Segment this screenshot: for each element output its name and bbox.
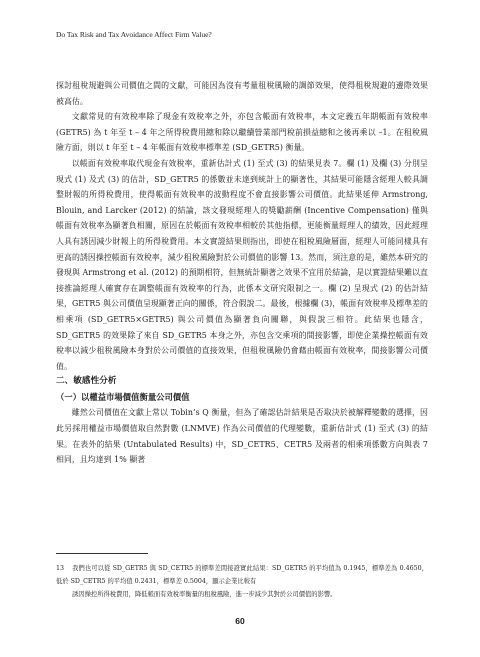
footnote-separator [56, 553, 148, 554]
subsection-heading: （一）以權益市場價值衡量公司價值 [56, 391, 190, 402]
paragraph-1: 探討租稅規避與公司價值之間的文獻，可能因為沒有考量租稅風險的調節效果，使得租稅規避的邊際效果被高估。 [56, 81, 428, 106]
footnote-text-continued: 誘因操控所得稅費用，降低帳面有效稅率衡量的租稅風險，進一步減少其對於公司價值的影響。 [72, 591, 337, 598]
paragraph-3: 以帳面有效稅率取代現金有效稅率，重新估計式 (1) 至式 (3) 的結果見表 7。欄 (1) 及欄 (3) 分別呈現式 (1) 及式 (3) 的估計，SD_GETR5 的係數並未達到統計上的顯著性，其結果可能隱含經理人較具調整財報的所得稅費用，使得帳面有效稅率的波動程度不會直接影響公司價值。此結果延伸 Armstrong, Blouin, and Larcker (2012) 的結論，該文發現經理人的獎勵薪酬 (Incentive Compensation) 僅與帳面有效稅率為顯著負相關，原因在於帳面有效稅率相較於其他指標，更能衡量經理人的績效，因此經理人具有誘因減少財報上的所得稅費用。本文實證結果則指出，即使在租稅風險層面，經理人可能同樣具有更高的誘因操控帳面有效稅率，減少租稅風險對於公司價值的影響 13。然而，須注意的是，雖然本研究的發現與 Armstrong et al. (2012) 的預期相符，但無統計顯著之效果不宜用於結論，是以實證結果難以直接推論經理人確實存在調整帳面有效稅率的行為，此係本文研究限制之一。欄 (2) 呈現式 (2) 的估計結果，GETR5 與公司價值呈現顯著正向的關係，符合假說二。最後，根據欄 (3)，帳面有效稅率及標準差的相乘項 (SD_GETR5×GETR5) 與公司價值為顯著負向關聯，與假說三相符。此結果也隱含，SD_GETR5 的效果除了來自 SD_GETR5 本身之外，亦包含交乘項的間接影響，即使企業操控帳面有效稅率以減少租稅風險本身對於公司價值的直接效果，但租稅風險仍會藉由帳面有效稅率，間接影響公司價值。 [56, 158, 428, 371]
footnote [56, 562, 428, 601]
footnote-line-1 [56, 562, 428, 588]
footnote-number: 13 [56, 565, 65, 572]
footnote-text: 我們也可以從 SD_GETR5 與 SD_CETR5 的標準差間接證實此結果：SD_GETR5 的平均值為 0.1945，標準差為 0.4650，低於 SD_CETR5 的平均值 0.2431，標準差 0.5004，顯示企業比較有 [56, 565, 428, 585]
running-header: Do Tax Risk and Tax Avoidance Affect Firm Value? [56, 30, 212, 39]
paragraph-4: 雖然公司價值在文獻上常以 Tobin’s Q 衡量，但為了確認估計結果是否取決於被解釋變數的選擇，因此另採用權益市場價值取自然對數 (LNMVE) 作為公司價值的代理變數，重新估計式 (1) 至式 (3) 的結果。在表外的結果 (Untabulated Results) 中，SD_CETR5、CETR5 及兩者的相乘項係數方向與表 7 相同，且均達到 1% 顯著 [56, 408, 428, 465]
section-heading: 二、敏感性分析 [56, 376, 117, 387]
paragraph-2: 文獻常見的有效稅率除了現金有效稅率之外，亦包含帳面有效稅率，本文定義五年期帳面有效稅率 (GETR5) 為 t 年至 t – 4 年之所得稅費用總和除以繼續營業部門稅前損益總和之後再乘以 –1。在租稅風險方面，則以 t 年至 t – 4 年帳面有效稅率標準差 (SD_GETR5) 衡量。 [56, 112, 428, 153]
main-text [56, 78, 428, 468]
page-number: 60 [235, 616, 245, 626]
